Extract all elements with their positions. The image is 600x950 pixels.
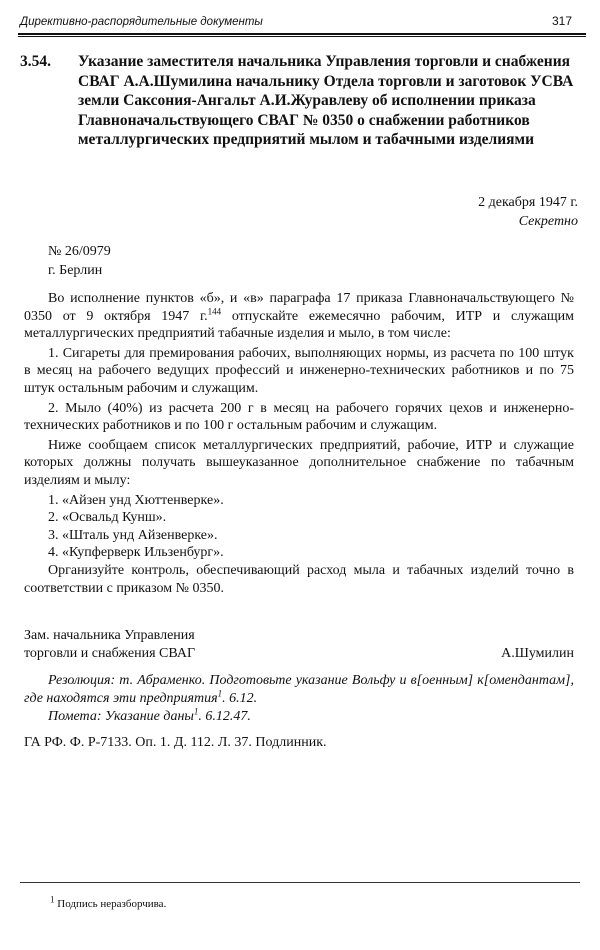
item-soap: 2. Мыло (40%) из расчета 200 г в месяц на рабочего горячих цехов и инженерно-технических работников и по 100 г остальным рабочим и служащим. bbox=[24, 400, 574, 434]
enterprise-list bbox=[24, 492, 574, 562]
document-number: 3.54. bbox=[20, 53, 51, 70]
footnote-marker: 1 bbox=[50, 894, 55, 905]
footnote-rule bbox=[20, 882, 580, 883]
resolution bbox=[24, 672, 574, 708]
list-item: 2. «Освальд Кунш». bbox=[48, 510, 167, 526]
document-body bbox=[24, 290, 574, 599]
footnote-ref-144: 144 bbox=[207, 305, 222, 316]
running-header-section: Директивно-распорядительные документы bbox=[20, 16, 263, 28]
header-rule-thin bbox=[18, 36, 586, 37]
registration-place: г. Берлин bbox=[48, 263, 103, 278]
dateline bbox=[478, 193, 578, 231]
footnote bbox=[50, 894, 167, 910]
resolution-footnote-ref: 1 bbox=[217, 688, 223, 699]
item-cigarettes: 1. Сигареты для премирования рабочих, выполняющих нормы, из расчета по 100 штук в месяц на рабочего ведущих профессий и инженерно-технических работников и по 75 штук остальным рабочим и служащим. bbox=[24, 345, 574, 396]
note-text-a: Помета: Указание даны bbox=[48, 709, 194, 724]
note-footnote-ref: 1 bbox=[193, 706, 199, 717]
page-number: 317 bbox=[551, 14, 572, 28]
registration-block bbox=[48, 242, 111, 280]
list-item: 1. «Айзен унд Хюттенверке». bbox=[48, 492, 224, 508]
note bbox=[24, 708, 574, 726]
signer-name: А.Шумилин bbox=[501, 646, 574, 661]
running-header bbox=[18, 14, 586, 32]
intro-paragraph bbox=[24, 290, 574, 343]
signature-block bbox=[24, 627, 574, 663]
document-title bbox=[20, 52, 580, 150]
classification-mark: Секретно bbox=[518, 214, 578, 229]
footnote-text: Подпись неразборчива. bbox=[54, 898, 167, 910]
header-rule bbox=[18, 33, 586, 35]
resolution-text-a: Резолюция: т. Абраменко. Подготовьте указание Вольфу и в[оенным] к[омендантам], где находятся эти предприятия bbox=[24, 673, 574, 706]
registration-number: № 26/0979 bbox=[48, 244, 111, 259]
closing-paragraph: Организуйте контроль, обеспечивающий расход мыла и табачных изделий точно в соответствии с приказом № 0350. bbox=[24, 562, 574, 596]
annotations bbox=[24, 672, 574, 726]
document-date: 2 декабря 1947 г. bbox=[478, 195, 578, 210]
resolution-text-b: . 6.12. bbox=[222, 691, 258, 706]
list-intro: Ниже сообщаем список металлургических предприятий, рабочие, ИТР и служащие которых должны получать вышеуказанное дополнительное снабжение по табачным изделиям и мылу: bbox=[24, 437, 574, 488]
archive-reference: ГА РФ. Ф. Р-7133. Оп. 1. Д. 112. Л. 37. Подлинник. bbox=[24, 735, 327, 750]
signer-position-line2: торговли и снабжения СВАГ bbox=[24, 646, 196, 661]
intro-text-a: Во исполнение пунктов «б», и «в» параграфа 17 приказа Главноначальствующего № 0350 от 9 октября 1947 г. bbox=[24, 291, 574, 324]
note-text-b: . 6.12.47. bbox=[198, 709, 251, 724]
list-item: 3. «Шталь унд Айзенверке». bbox=[48, 527, 218, 543]
document-title-text: Указание заместителя начальника Управления торговли и снабжения СВАГ А.А.Шумилина начальнику Отдела торговли и заготовок УСВА земли Саксония-Ангальт А.И.Журавлеву об исполнении приказа Главноначальствующего СВАГ № 0350 о снабжении работников металлургических предприятий мылом и табачными изделиями bbox=[78, 53, 574, 148]
signer-position-line1: Зам. начальника Управления bbox=[24, 628, 195, 643]
intro-text-b: отпускайте ежемесячно рабочим, ИТР и служащим металлургических предприятий табачные изделия и мыло, в том числе: bbox=[24, 308, 574, 342]
list-item: 4. «Купферверк Ильзенбург». bbox=[48, 545, 224, 561]
